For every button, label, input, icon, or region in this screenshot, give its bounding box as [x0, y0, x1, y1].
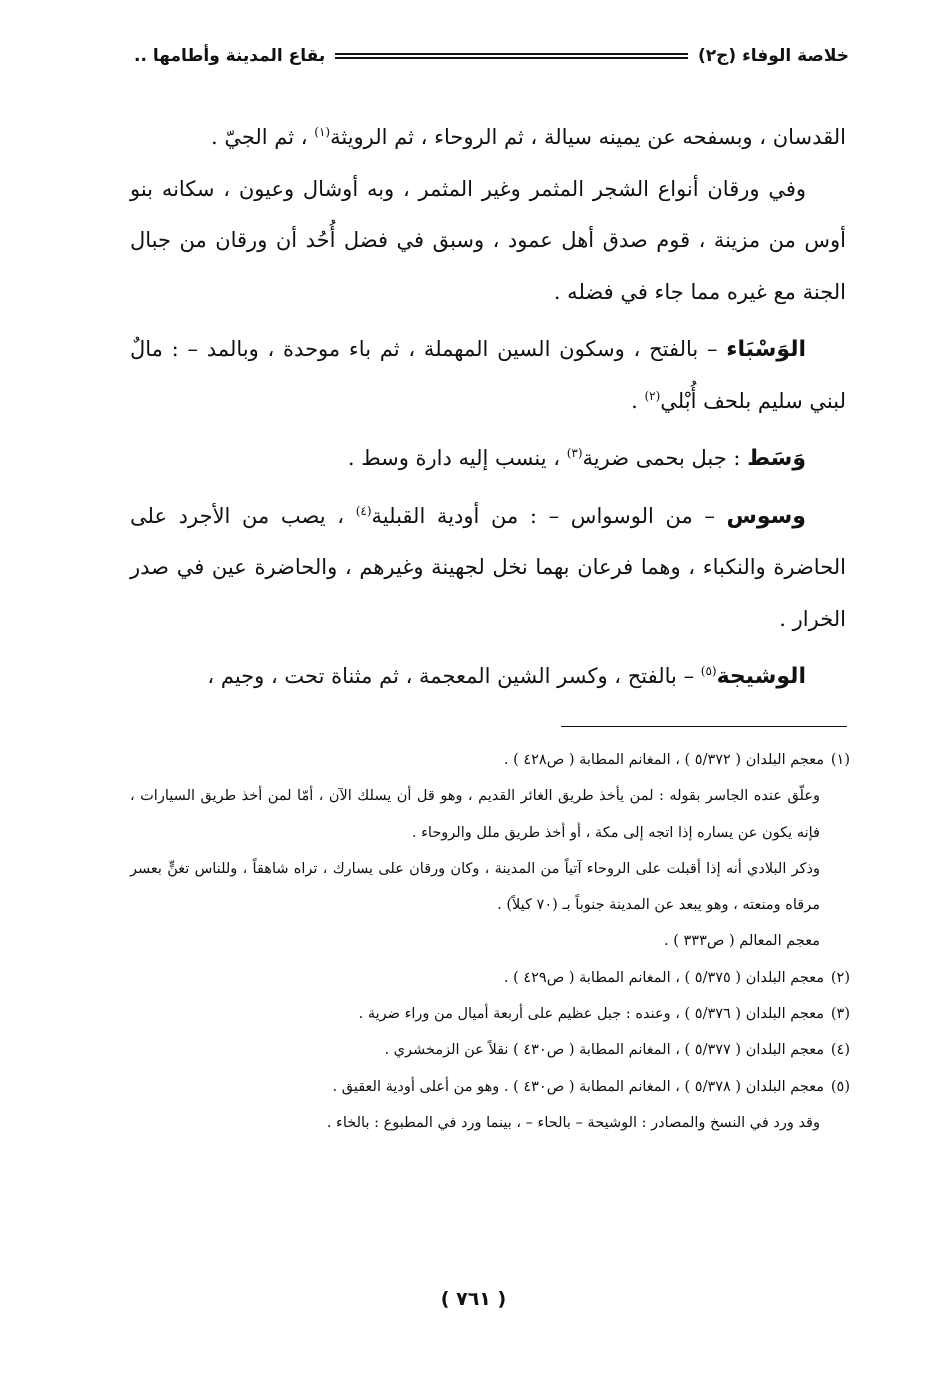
- footnote-1-continuation: وعلّق عنده الجاسر بقوله : لمن يأخذ طريق الغائر القديم ، وهو قل أن يسلك الآن ، أمّا لمن أخذ طريق السيارات ، فإنه يكون عن يساره إذا اتجه إلى مكة ، أو أخذ طريق ملل والروحاء .: [130, 788, 820, 841]
- footnote-1: (١)معجم البلدان ( ٥/٣٧٢ ) ، المغانم المطابة ( ص٤٢٨ ) .: [130, 742, 850, 778]
- entry-headword: الوَسْبَاء: [726, 337, 806, 362]
- entry-washija: الوشيجة$^{(٥)}$ – بالفتح ، وكسر الشين المعجمة ، ثم مثناة تحت ، وجيم ،: [207, 664, 806, 689]
- page-number: ( ٧٦١ ): [440, 1288, 507, 1310]
- footnote-2: (٢)معجم البلدان ( ٥/٣٧٥ ) ، المغانم المطابة ( ص٤٢٩ ) .: [130, 960, 850, 996]
- footnote-5: (٥)معجم البلدان ( ٥/٣٧٨ ) ، المغانم المطابة ( ص٤٣٠ ) . وهو من أعلى أودية العقيق .: [130, 1069, 850, 1105]
- footnote-number: (٥): [830, 1078, 850, 1095]
- footnote-number: (٤): [830, 1042, 850, 1059]
- footnote-number: (١): [830, 752, 850, 768]
- footnote-separator: [561, 726, 847, 727]
- paragraph: وفي ورقان أنواع الشجر المثمر وغير المثمر ، وبه أوشال وعيون ، سكانه بنو أوس من مزينة ، قوم صدق أهل عمود ، وسبق في فضل أُحُد أن ورقان من جبال الجنة مع غيره مما جاء في فضله .: [130, 176, 846, 304]
- running-header: [134, 40, 849, 72]
- chapter-title: بقاع المدينة وأطامها ..: [134, 45, 326, 66]
- entry-headword: وَسَط: [747, 446, 806, 471]
- footnote-number: (٢): [830, 969, 850, 986]
- footnote-3: (٣)معجم البلدان ( ٥/٣٧٦ ) ، وعنده : جبل عظيم على أربعة أميال من وراء ضرية .: [130, 996, 850, 1032]
- footnote-5-continuation: وقد ورد في النسخ والمصادر : الوشيحة – بالحاء – ، بينما ورد في المطبوع : بالخاء .: [326, 1114, 820, 1131]
- footnote-number: (٣): [830, 1006, 850, 1023]
- footnote-ref: (٢): [644, 388, 661, 403]
- footnote-1-continuation: وذكر البلادي أنه إذا أقبلت على الروحاء آتياً من المدينة ، وكان ورقان على يسارك ، تراه شاهقاً ، وللناس تغنٍّ بعسر مرقاه ومنعته ، وهو يبعد عن المدينة جنوباً بـ (٧٠ كيلاً) .: [130, 860, 820, 914]
- entry-headword: وسوس: [726, 503, 806, 529]
- entry-headword: الوشيجة: [716, 664, 806, 689]
- book-title: خلاصة الوفاء (ج٢): [697, 45, 849, 66]
- footnote-ref: (٤): [355, 503, 372, 518]
- footnote-ref: (٥): [700, 664, 717, 678]
- main-text: [130, 112, 846, 703]
- entry-wasbaa: الوَسْبَاء – بالفتح ، وسكون السين المهملة ، ثم باء موحدة ، وبالمد – : مالٌ لبني سليم بلحف أُبْلي$^{(٢)}$ .: [130, 337, 846, 413]
- footnotes: [130, 742, 850, 1141]
- footnote-4: (٤)معجم البلدان ( ٥/٣٧٧ ) ، المغانم المطابة ( ص٤٣٠ ) نقلاً عن الزمخشري .: [130, 1032, 850, 1068]
- entry-wasat: وَسَط : جبل بحمى ضرية$^{(٣)}$ ، ينسب إليه دارة وسط .: [347, 446, 806, 471]
- paragraph: القدسان ، وبسفحه عن يمينه سيالة ، ثم الروحاء ، ثم الرويثة$^{(١)}$ ، ثم الجيّ .: [210, 125, 846, 149]
- header-rule: [335, 53, 688, 59]
- footnote-1-continuation: معجم المعالم ( ص٣٣٣ ) .: [664, 933, 820, 950]
- footnote-ref: (١): [314, 125, 331, 139]
- entry-waswas: وسوس – من الوسواس – : من أودية القبلية$^{(٤)}$ ، يصب من الأجرد على الحاضرة والنكباء ، وهما فرعان بهما نخل لجهينة وغيرهم ، والحاضرة عين في صدر الخرار .: [130, 503, 846, 631]
- footnote-ref: (٣): [566, 446, 583, 460]
